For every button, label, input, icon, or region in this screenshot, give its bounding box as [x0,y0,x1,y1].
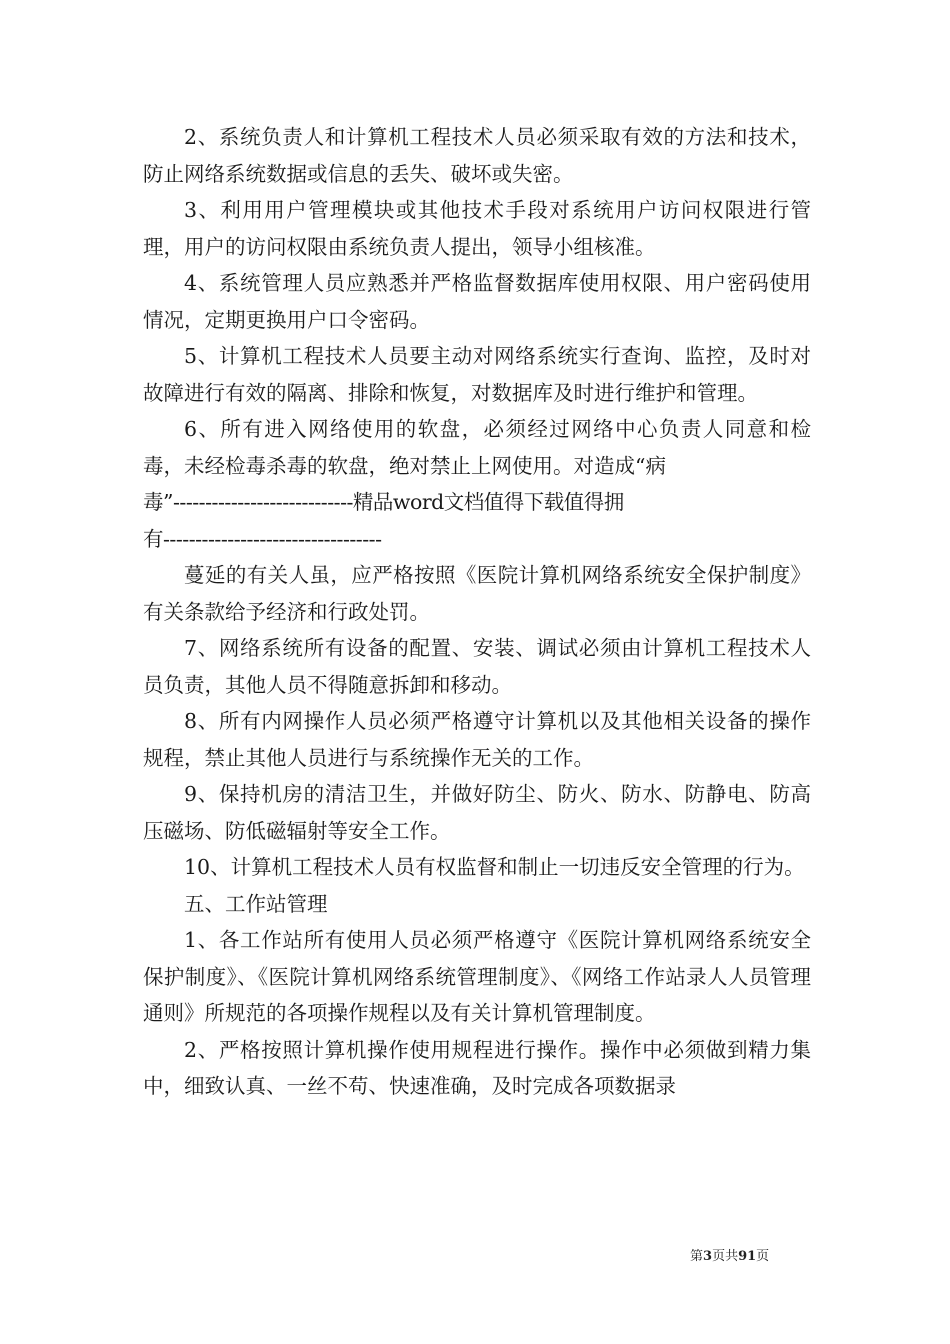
document-body [143,119,811,1105]
page-number-footer [690,1248,890,1266]
footer-suffix: 页 [756,1249,770,1264]
watermark-banner-line-2: 有---------------------------------- [143,526,382,551]
paragraph-item-7: 7、网络系统所有设备的配置、安装、调试必须由计算机工程技术人员负责，其他人员不得随意拆卸和移动。 [143,636,811,697]
paragraph-continuation: 蔓延的有关人虽，应严格按照《医院计算机网络系统安全保护制度》有关条款给予经济和行政处罚。 [143,563,811,624]
footer-current-page: 3 [703,1249,713,1264]
paragraph-item-6: 6、所有进入网络使用的软盘，必须经过网络中心负责人同意和检毒，未经检毒杀毒的软盘，绝对禁止上网使用。对造成“病 [143,417,811,478]
paragraph-item-10: 10、计算机工程技术人员有权监督和制止一切违反安全管理的行为。 [184,855,805,879]
paragraph-item-3: 3、利用用户管理模块或其他技术手段对系统用户访问权限进行管理，用户的访问权限由系统负责人提出，领导小组核准。 [143,198,811,259]
paragraph-section5-item-2: 2、严格按照计算机操作使用规程进行操作。操作中必须做到精力集中，细致认真、一丝不苟、快速准确，及时完成各项数据录 [143,1037,811,1098]
watermark-banner-line-1: 毒”----------------------------精品word文档值得下载值得拥 [143,490,624,514]
paragraph-item-2: 2、系统负责人和计算机工程技术人员必须采取有效的方法和技术，防止网络系统数据或信息的丢失、破坏或失密。 [143,125,811,186]
paragraph-item-8: 8、所有内网操作人员必须严格遵守计算机以及其他相关设备的操作规程，禁止其他人员进行与系统操作无关的工作。 [143,709,811,770]
paragraph-item-5: 5、计算机工程技术人员要主动对网络系统实行查询、监控，及时对故障进行有效的隔离、排除和恢复，对数据库及时进行维护和管理。 [143,344,811,405]
paragraph-item-9: 9、保持机房的清洁卫生，并做好防尘、防火、防水、防静电、防高压磁场、防低磁辐射等安全工作。 [143,782,811,843]
section-heading: 五、工作站管理 [184,891,328,916]
footer-total-pages: 91 [738,1249,757,1264]
paragraph-section5-item-1: 1、各工作站所有使用人员必须严格遵守《医院计算机网络系统安全保护制度》、《医院计算机网络系统管理制度》、《网络工作站录人人员管理通则》所规范的各项操作规程以及有关计算机管理制度。 [143,928,811,1025]
footer-middle: 页共 [712,1249,739,1264]
footer-prefix: 第 [690,1249,704,1264]
paragraph-item-4: 4、系统管理人员应熟悉并严格监督数据库使用权限、用户密码使用情况，定期更换用户口令密码。 [143,271,811,332]
